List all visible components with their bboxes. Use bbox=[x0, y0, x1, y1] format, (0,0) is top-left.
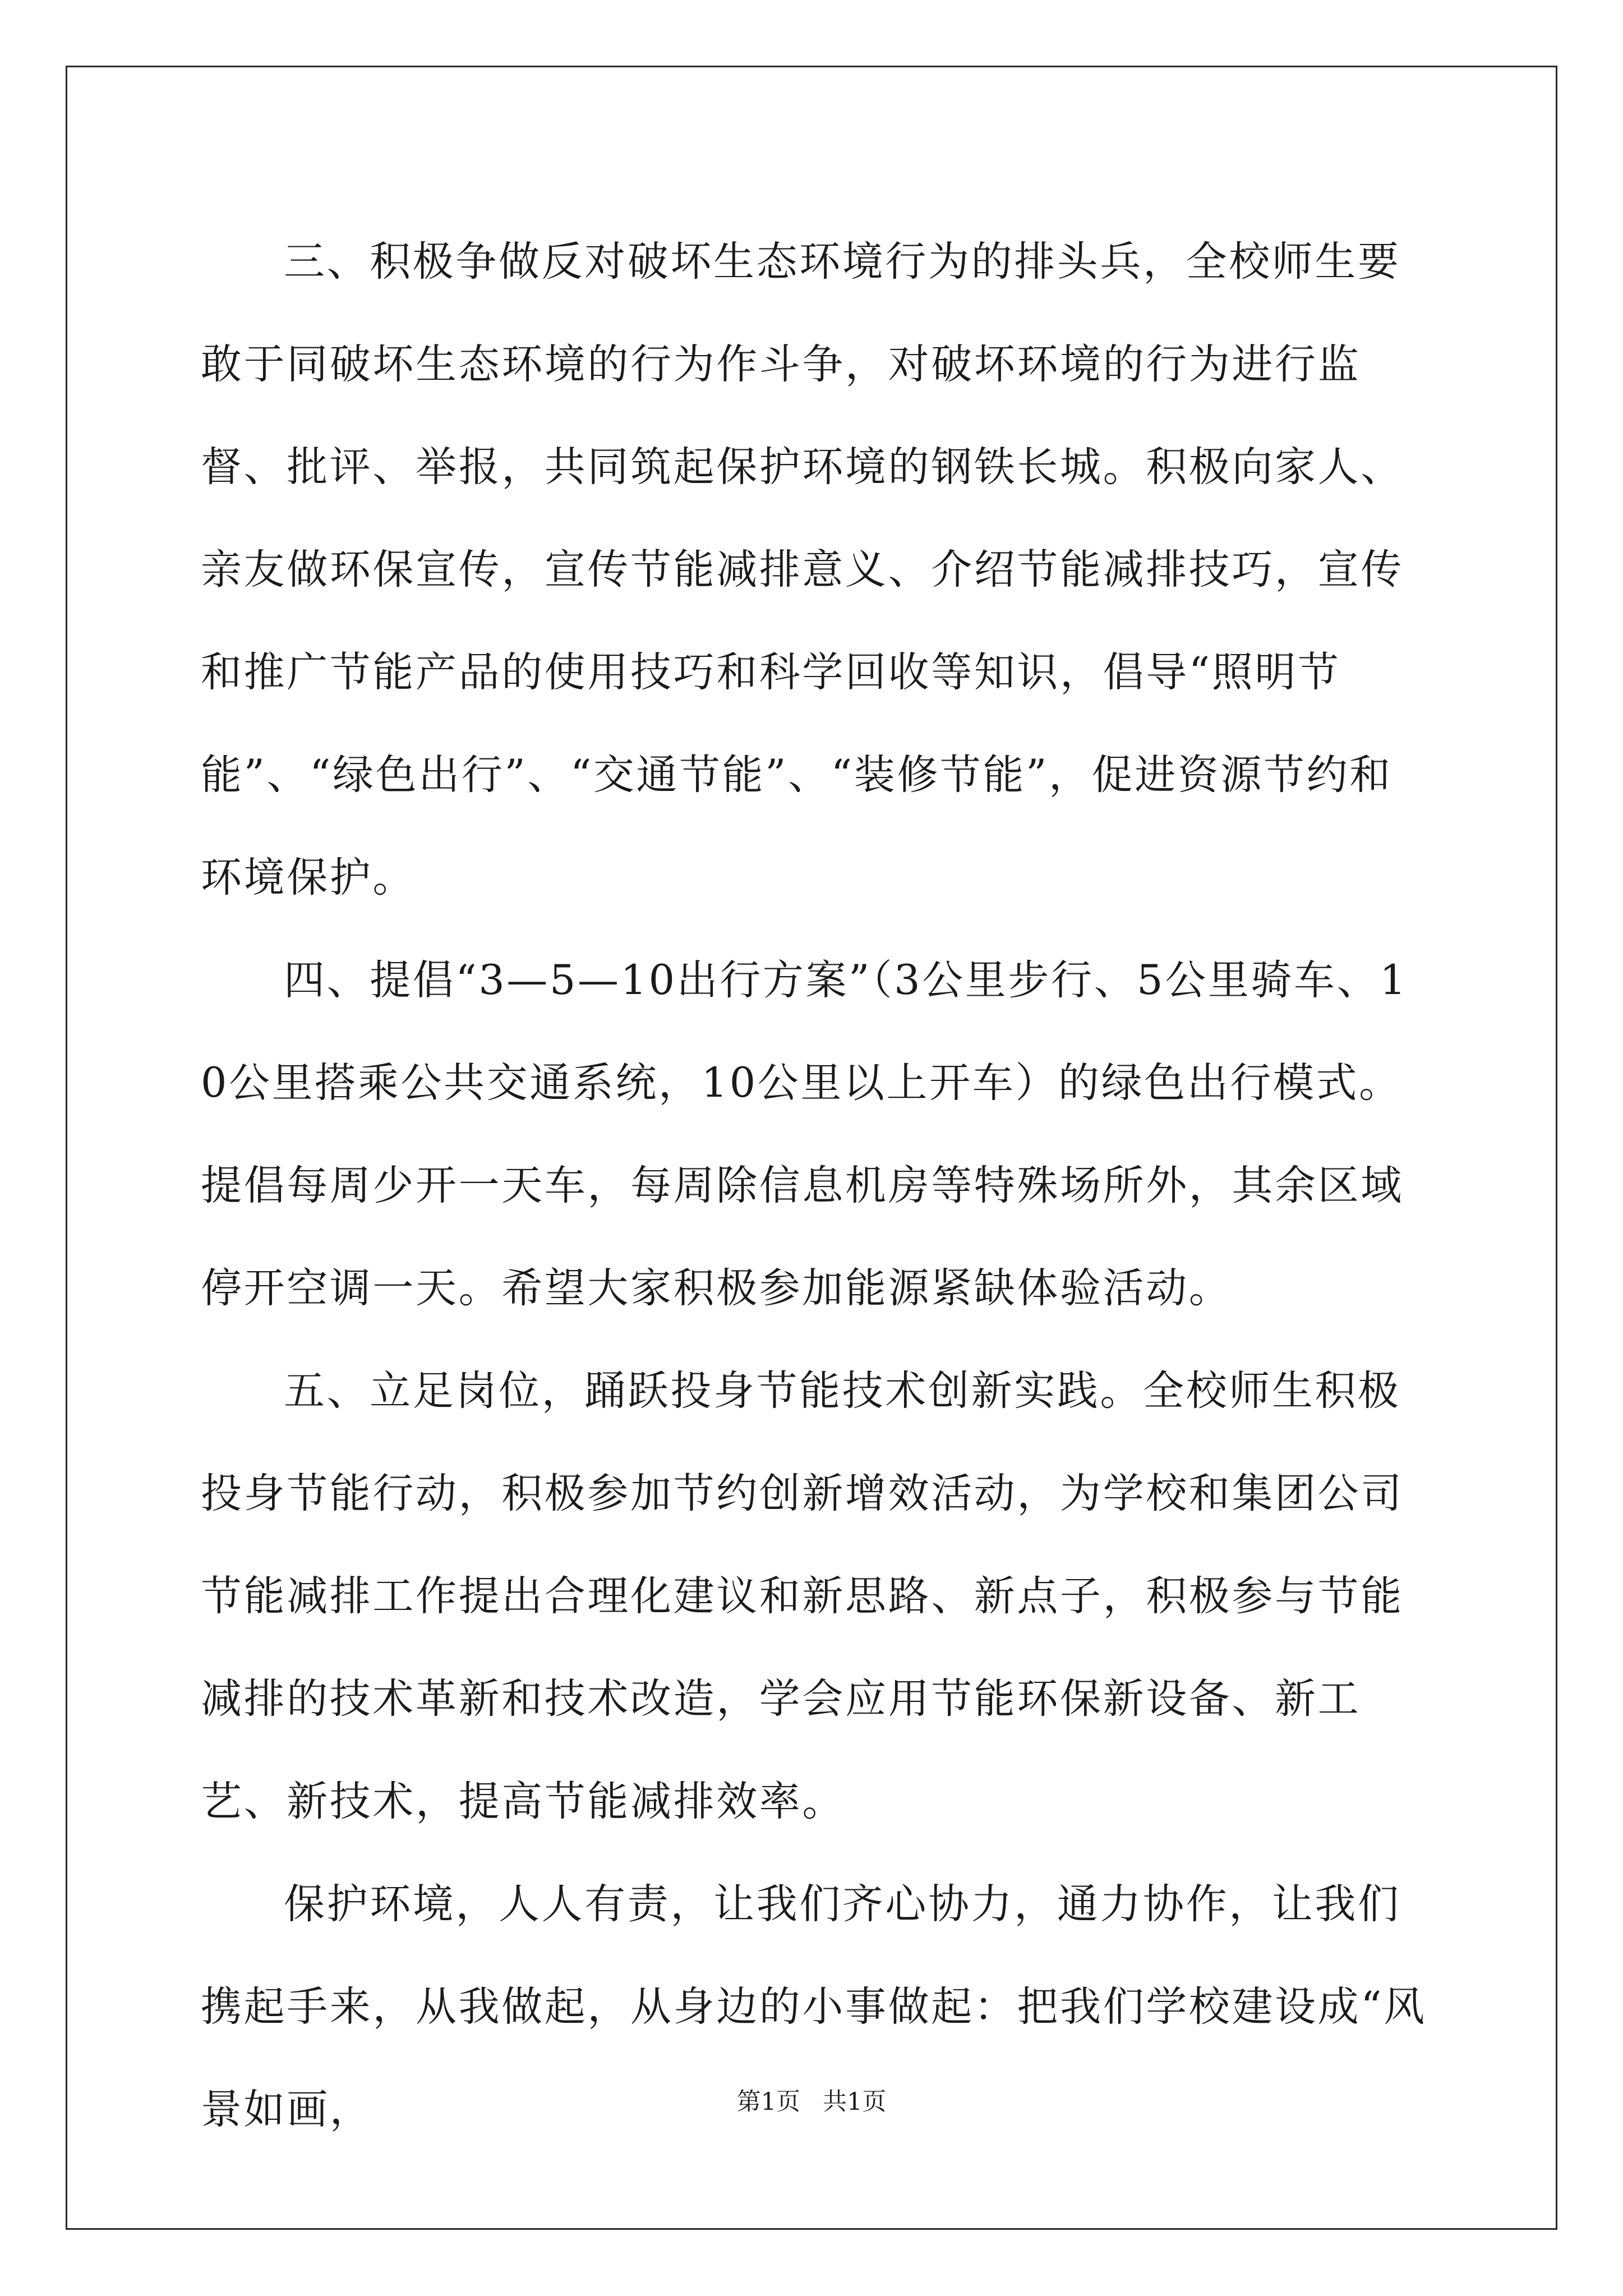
page-number: 第1页 bbox=[736, 2088, 800, 2116]
document-body bbox=[201, 210, 1428, 2161]
page-total: 共1页 bbox=[823, 2088, 887, 2116]
paragraph-closing: 保护环境，人人有责，让我们齐心协力，通力协作，让我们携起手来，从我做起，从身边的小事做起：把我们学校建设成“风景如画， bbox=[201, 1880, 1427, 2133]
paragraph-5: 五、立足岗位，踊跃投身节能技术创新实践。全校师生积极投身节能行动，积极参加节约创新增效活动，为学校和集团公司节能减排工作提出合理化建议和新思路、新点子，积极参与节能减排的技术革新和技术改造，学会应用节能环保新设备、新工艺、新技术，提高节能减排效率。 bbox=[201, 1367, 1404, 1825]
paragraph-4: 四、提倡“3—5—10出行方案”（3公里步行、5公里骑车、10公里搭乘公共交通系统，10公里以上开车）的绿色出行模式。提倡每周少开一天车，每周除信息机房等特殊场所外，其余区域停开空调一天。希望大家积极参加能源紧缺体验活动。 bbox=[201, 956, 1408, 1312]
page-footer bbox=[0, 2085, 1623, 2119]
paragraph-3: 三、积极争做反对破坏生态环境行为的排头兵，全校师生要敢于同破坏生态环境的行为作斗争，对破坏环境的行为进行监督、批评、举报，共同筑起保护环境的钢铁长城。积极向家人、亲友做环保宣传，宣传节能减排意义、介绍节能减排技巧，宣传和推广节能产品的使用技巧和科学回收等知识，倡导“照明节能”、“绿色出行”、“交通节能”、“装修节能”，促进资源节约和环境保护。 bbox=[201, 238, 1404, 901]
